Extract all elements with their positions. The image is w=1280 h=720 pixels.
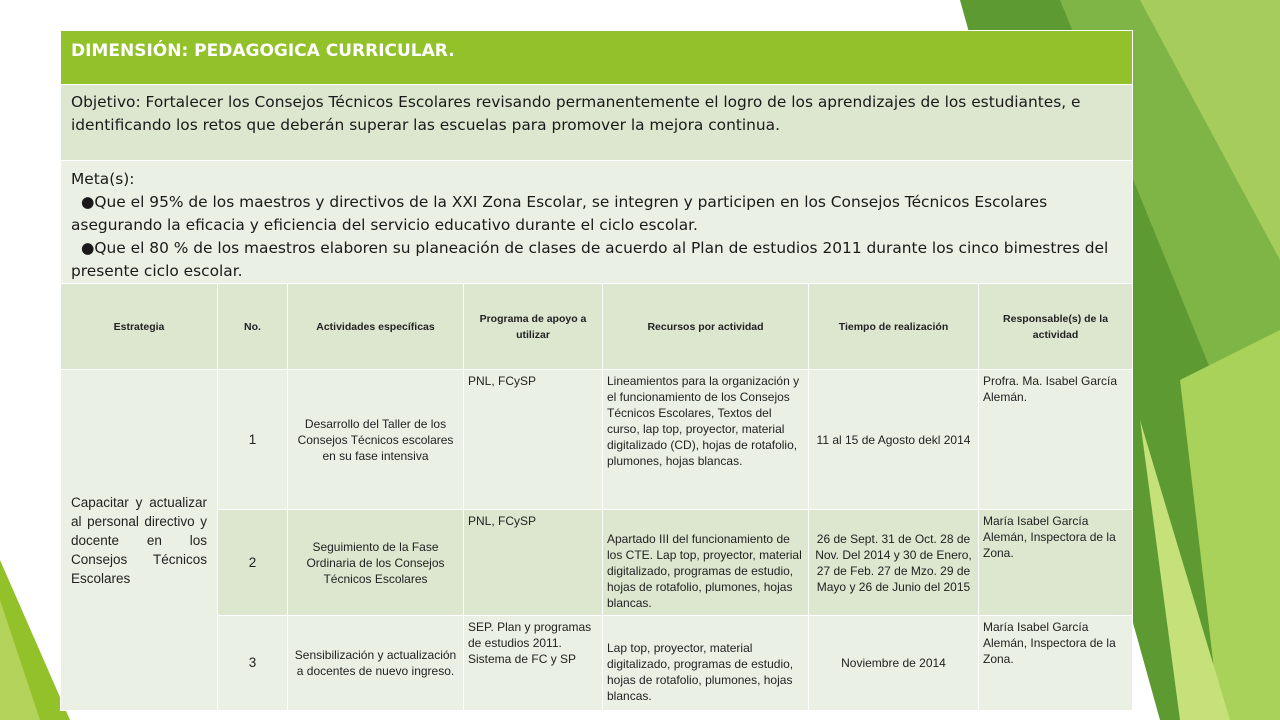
column-header-program: Programa de apoyo a utilizar [464,284,603,370]
goals-section [61,161,1133,284]
activity-resources: Lineamientos para la organización y el funcionamiento de los Consejos Técnicos Escolares, Textos del curso, lap top, proyector, material digitalizado (CD), hojas de rotafolio, plumones, hojas blancas. [603,370,809,510]
activity-resources: Apartado III del funcionamiento de los CTE. Lap top, proyector, material digitalizado, programas de estudio, hojas de rotafolio, plumones, hojas blancas. [603,510,809,616]
support-program: PNL, FCySP [464,370,603,510]
support-program: PNL, FCySP [464,510,603,616]
activity-resources: Lap top, proyector, material digitalizado, programas de estudio, hojas de rotafolio, plumones, hojas blancas. [603,616,809,711]
objective-text: Objetivo: Fortalecer los Consejos Técnicos Escolares revisando permanentemente el logro de los aprendizajes de los estudiantes, e identificando los retos que deberán superar las escuelas para promover la mejora continua. [61,85,1133,161]
goal-item: ●Que el 95% de los maestros y directivos de la XXI Zona Escolar, se integren y participen en los Consejos Técnicos Escolares asegurando la eficacia y eficiencia del servicio educativo durante el ciclo escolar. [71,193,1048,234]
activity-number: 2 [218,510,288,616]
activity-responsible: María Isabel García Alemán, Inspectora de la Zona. [979,510,1133,616]
column-header-number: No. [218,284,288,370]
activity-responsible: María Isabel García Alemán, Inspectora de la Zona. [979,616,1133,711]
strategy-cell: Capacitar y actualizar al personal directivo y docente en los Consejos Técnicos Escolares [61,370,218,711]
table-row [61,510,1133,616]
activity-time: 11 al 15 de Agosto dekl 2014 [809,370,979,510]
column-header-resources: Recursos por actividad [603,284,809,370]
column-header-time: Tiempo de realización [809,284,979,370]
table-row [61,370,1133,510]
dimension-title: DIMENSIÓN: PEDAGOGICA CURRICULAR. [61,31,1133,85]
activity-description: Sensibilización y actualización a docentes de nuevo ingreso. [288,616,464,711]
table-row [61,616,1133,711]
activity-description: Desarrollo del Taller de los Consejos Técnicos escolares en su fase intensiva [288,370,464,510]
column-header-responsible: Responsable(s) de la actividad [979,284,1133,370]
activity-time: Noviembre de 2014 [809,616,979,711]
activity-time: 26 de Sept. 31 de Oct. 28 de Nov. Del 2014 y 30 de Enero, 27 de Feb. 27 de Mzo. 29 de Mayo y 26 de Junio del 2015 [809,510,979,616]
column-header-activities: Actividades específicas [288,284,464,370]
support-program: SEP. Plan y programas de estudios 2011. Sistema de FC y SP [464,616,603,711]
pedagogic-plan-table [60,30,1133,711]
activity-number: 3 [218,616,288,711]
goals-label: Meta(s): [71,170,135,188]
activity-number: 1 [218,370,288,510]
column-header-strategy: Estrategia [61,284,218,370]
goal-item: ●Que el 80 % de los maestros elaboren su planeación de clases de acuerdo al Plan de estudios 2011 durante los cinco bimestres del presente ciclo escolar. [71,239,1109,280]
activity-responsible: Profra. Ma. Isabel García Alemán. [979,370,1133,510]
activity-description: Seguimiento de la Fase Ordinaria de los Consejos Técnicos Escolares [288,510,464,616]
